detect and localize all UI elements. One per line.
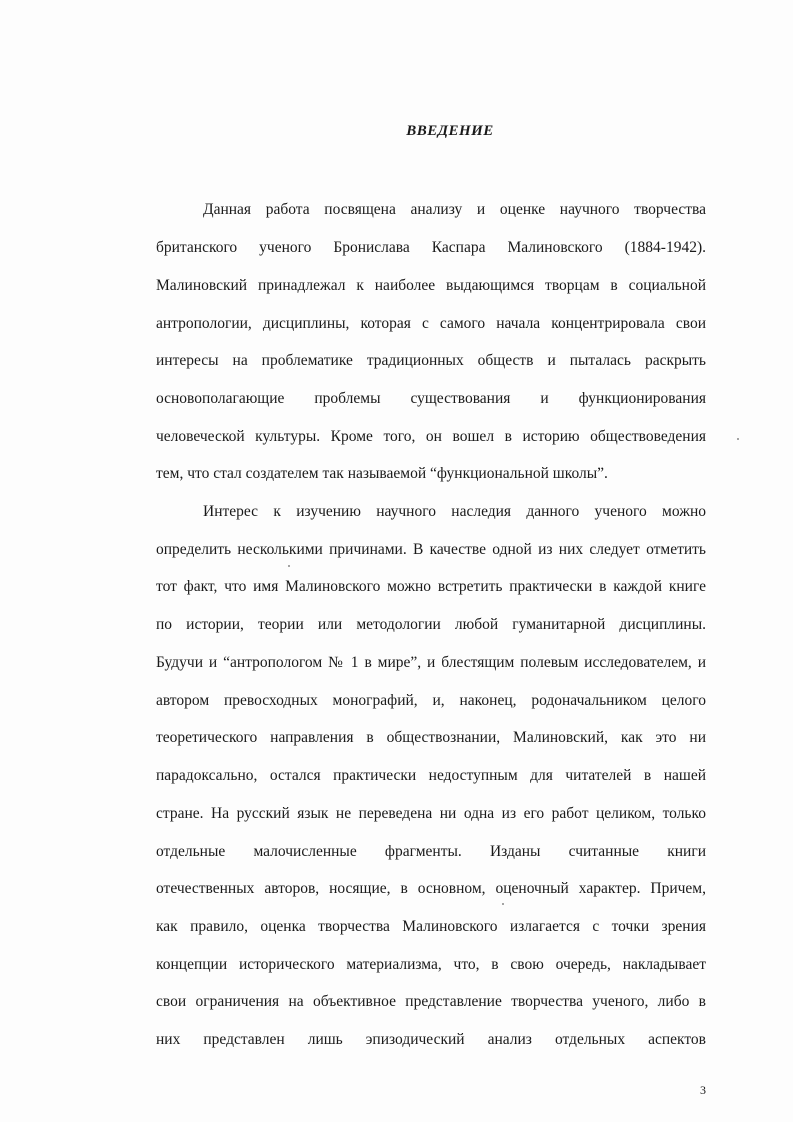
text-line: основополагающие проблемы существования и функционирования	[156, 390, 706, 407]
text-line: определить несколькими причинами. В качестве одной из них следует отметить	[156, 541, 706, 558]
text-line: по истории, теории или методологии любой гуманитарной дисциплины.	[156, 616, 706, 633]
text-line: отдельные малочисленные фрагменты. Изданы считанные книги	[156, 843, 706, 860]
page-number: 3	[700, 1083, 706, 1097]
section-heading: ВВЕДЕНИЕ	[406, 123, 494, 139]
scan-speck	[502, 903, 504, 905]
text-line: концепции исторического материализма, что, в свою очередь, накладывает	[156, 956, 706, 973]
text-line: британского ученого Бронислава Каспара Малиновского (1884-1942).	[156, 239, 706, 256]
text-line: них представлен лишь эпизодический анализ отдельных аспектов	[156, 1031, 706, 1048]
text-line: Данная работа посвящена анализу и оценке научного творчества	[203, 201, 706, 218]
scan-speck	[737, 438, 739, 440]
text-line: отечественных авторов, носящие, в основном, оценочный характер. Причем,	[156, 880, 706, 897]
text-line: человеческой культуры. Кроме того, он вошел в историю обществоведения	[156, 428, 706, 445]
text-line: парадоксально, остался практически недоступным для читателей в нашей	[156, 767, 706, 784]
scan-speck	[288, 565, 290, 567]
text-line: как правило, оценка творчества Малиновского излагается с точки зрения	[156, 918, 706, 935]
text-line: тот факт, что имя Малиновского можно встретить практически в каждой книге	[156, 578, 706, 595]
text-line: Интерес к изучению научного наследия данного ученого можно	[203, 503, 706, 520]
text-line: Будучи и “антропологом № 1 в мире”, и блестящим полевым исследователем, и	[156, 654, 706, 671]
text-line: антропологии, дисциплины, которая с самого начала концентрировала свои	[156, 315, 706, 332]
text-line: свои ограничения на объективное представление творчества ученого, либо в	[156, 993, 706, 1010]
text-line: теоретического направления в обществознании, Малиновский, как это ни	[156, 729, 706, 746]
text-line: Малиновский принадлежал к наиболее выдающимся творцам в социальной	[156, 277, 706, 294]
text-line: тем, что стал создателем так называемой “функциональной школы”.	[156, 465, 608, 482]
text-line: стране. На русский язык не переведена ни одна из его работ целиком, только	[156, 805, 706, 822]
text-line: интересы на проблематике традиционных обществ и пыталась раскрыть	[156, 352, 706, 369]
text-line: автором превосходных монографий, и, наконец, родоначальником целого	[156, 692, 706, 709]
